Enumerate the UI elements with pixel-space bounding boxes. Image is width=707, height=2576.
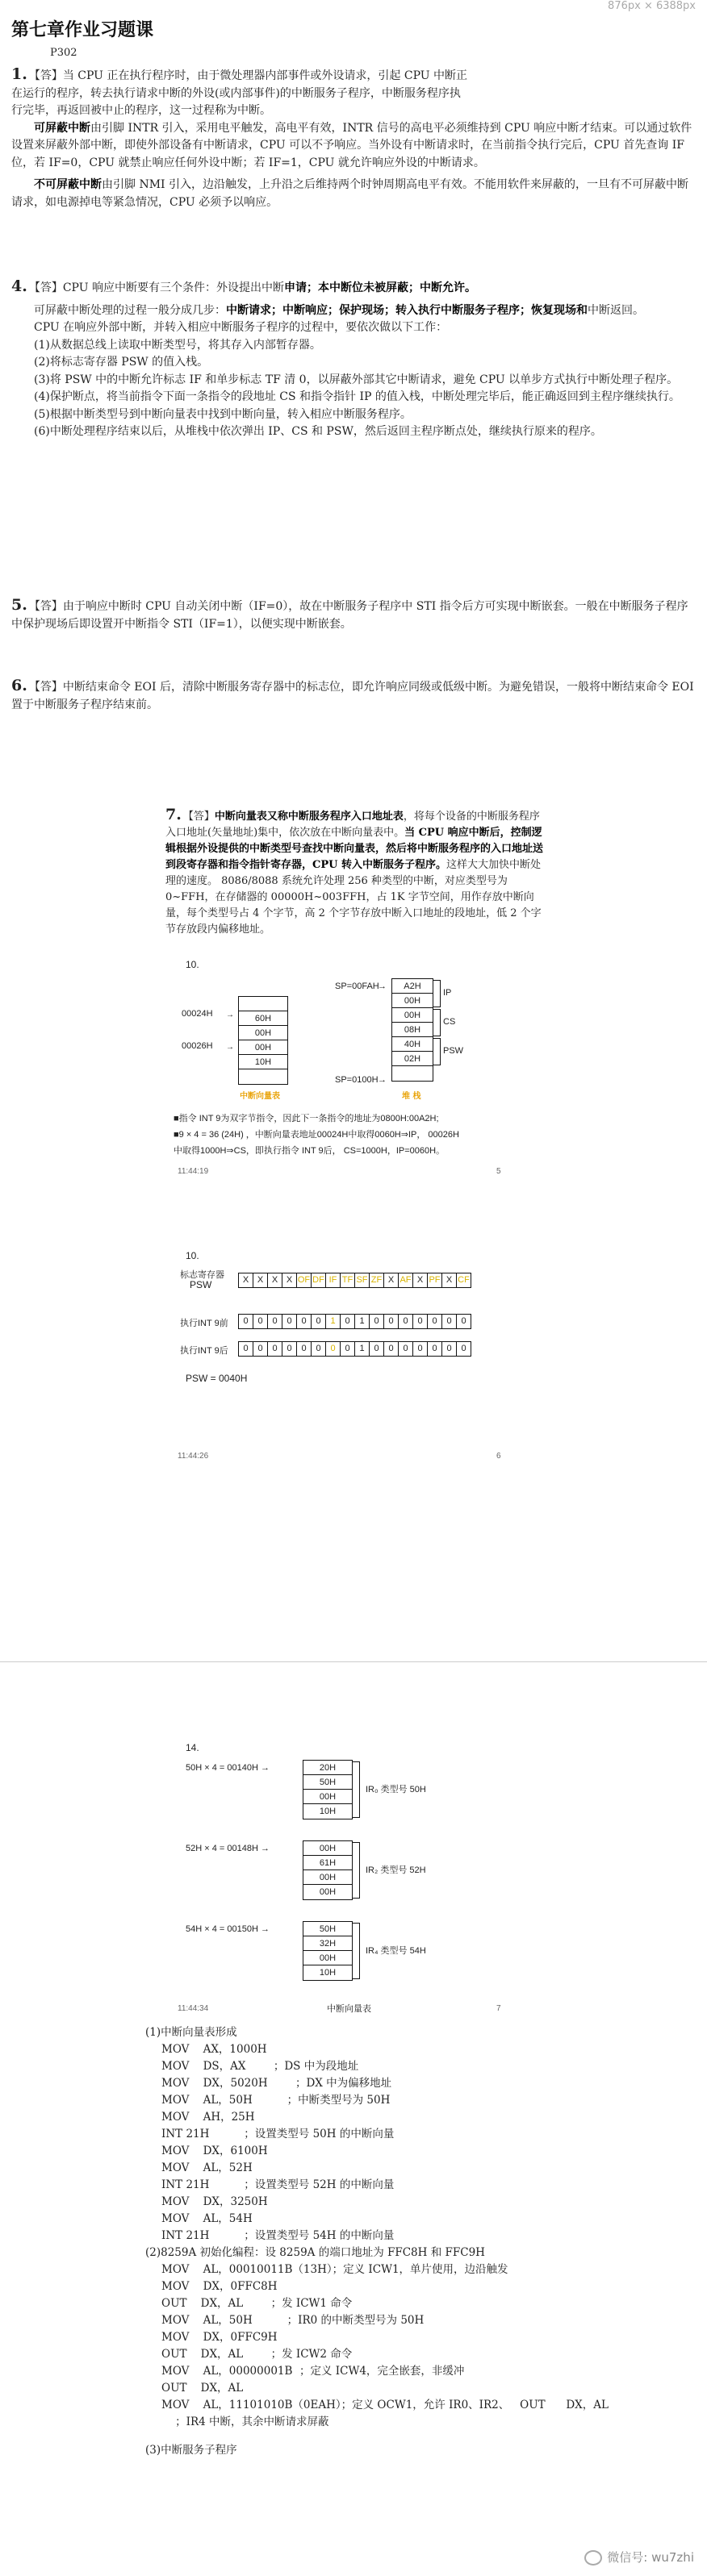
answer-4-work-intro: CPU 在响应外部中断，并转入相应中断服务子程序的过程中，要依次做以下工作： <box>34 321 448 334</box>
slide-psw-bits <box>174 1250 553 1468</box>
sp-bottom-label: SP=0100H <box>335 1075 379 1085</box>
answer-4-step: (6)中断处理程序结束以后，从堆栈中依次弹出 IP、CS 和 PSW，然后返回主程序断点处，继续执行原来的程序。 <box>34 425 602 438</box>
answer-1-line-2: 在运行的程序，转去执行请求中断的外设(或内部事件)的中断服务子程序，中断服务程序执 <box>11 86 461 100</box>
bit-cell: ZF <box>369 1273 384 1288</box>
stack-cell: 40H <box>391 1036 433 1052</box>
stack-cell-empty <box>391 1065 433 1082</box>
bit-cell: 0 <box>340 1341 355 1357</box>
watermark-text: 微信号: wu7zhi <box>607 2550 694 2565</box>
answer-4-steps-bold: 中断请求；中断响应；保护现场；转入执行中断服务子程序；恢复现场和 <box>226 303 588 317</box>
code-line: MOV AL，11101010B（0EAH）；定义 OCW1，允许 IR0、IR2、 OUT DX，AL <box>161 2399 609 2411</box>
answer-1-line-1: 【答】当 CPU 正在执行程序时，由于微处理器内部事件或外设请求，引起 CPU 中断正 <box>28 69 468 82</box>
bit-cell: DF <box>311 1273 326 1288</box>
bit-cell: 0 <box>296 1314 312 1329</box>
bit-cell: 0 <box>267 1341 282 1357</box>
slide-page-number: 6 <box>496 1452 501 1461</box>
bit-cell: 0 <box>412 1314 428 1329</box>
bit-cell: 0 <box>441 1314 457 1329</box>
code-heading: (3)中断服务子程序 <box>145 2444 237 2457</box>
bit-cell: 0 <box>267 1314 282 1329</box>
bit-cell: 0 <box>369 1314 384 1329</box>
bit-cell: TF <box>340 1273 355 1288</box>
question-number: 5. <box>11 596 27 614</box>
bit-cell: X <box>238 1273 253 1288</box>
answer-4 <box>11 278 697 441</box>
code-line: MOV DX，6100H <box>161 2145 268 2157</box>
answer-7-lead: 【答】 <box>182 811 215 823</box>
bit-cell: X <box>267 1273 282 1288</box>
answer-4-lead: 【答】CPU 响应中断要有三个条件：外设提出中断 <box>28 281 284 294</box>
vector-cell: 60H <box>238 1011 288 1027</box>
nmi-term: 不可屏蔽中断 <box>34 178 102 191</box>
answer-7-bold-1: 中断向量表又称中断服务程序入口地址表 <box>214 811 404 823</box>
code-line: MOV AL，00000001B ；定义 ICW4，完全嵌套，非缓冲 <box>161 2365 465 2378</box>
page-reference: P302 <box>50 47 77 59</box>
vector-cell: 00H <box>303 1950 353 1966</box>
answer-4-step: (2)将标志寄存器 PSW 的值入栈。 <box>34 356 209 369</box>
slide-timestamp: 11:44:26 <box>178 1452 209 1461</box>
cs-bracket <box>433 1009 441 1036</box>
answer-1 <box>11 66 697 211</box>
bit-cell: X <box>253 1273 268 1288</box>
answer-7-bold-2: 当 CPU 响应中断后，控制逻辑根据外设提供的中断类型号查找中断向量表，然后将中断服务程序的入口地址送到段寄存器和指令指针寄存器，CPU 转入中断服务子程序。 <box>165 827 544 871</box>
irq-type-label: IR₂ 类型号 52H <box>366 1865 426 1875</box>
arrow-right-icon: → <box>378 1075 387 1085</box>
group-bracket <box>353 1923 360 1979</box>
arrow-right-icon: → <box>226 1043 234 1052</box>
bit-cell: X <box>412 1273 428 1288</box>
answer-4-step: (1)从数据总线上读取中断类型号，将其存入内部暂存器。 <box>34 338 321 352</box>
bit-cell: X <box>441 1273 457 1288</box>
irq-type-label: IR₀ 类型号 50H <box>366 1785 426 1794</box>
question-number: 1. <box>11 65 27 83</box>
code-line: MOV AL，00010011B（13H）；定义 ICW1，单片使用，边沿触发 <box>161 2263 508 2276</box>
wechat-watermark <box>584 2549 694 2566</box>
before-bits-row <box>238 1314 471 1329</box>
code-heading: (1)中断向量表形成 <box>145 2026 237 2039</box>
bit-cell: 1 <box>354 1341 370 1357</box>
bit-cell: 0 <box>383 1341 399 1357</box>
cs-label: CS <box>443 1017 456 1027</box>
slide-number: 10. <box>186 959 199 970</box>
flag-register-label: 标志寄存器 <box>180 1270 224 1280</box>
bit-cell: CF <box>456 1273 471 1288</box>
code-line: INT 21H ；设置类型号 54H 的中断向量 <box>161 2229 395 2242</box>
maskable-interrupt-text: 由引脚 INTR 引入，采用电平触发，高电平有效，INTR 信号的高电平必须维持到 CPU 响应中断才结束。可以通过软件设置来屏蔽外部中断，即使外部设备有中断请求，CPU 可以不予响应。当外设有中断请求时，在当前指令执行完后，CPU 首先查询 IF 位，若 IF=0，CPU 就禁止响应任何外设中断；若 IF=1，CPU 就允许响应外设的中断请求。 <box>11 121 692 169</box>
code-line: MOV AX，1000H <box>161 2043 267 2056</box>
irq-type-label: IR₄ 类型号 54H <box>366 1946 426 1956</box>
bit-cell: SF <box>354 1273 370 1288</box>
bit-cell: 1 <box>325 1314 341 1329</box>
code-line: MOV DX，5020H ；DX 中为偏移地址 <box>161 2077 392 2090</box>
slide-page-number: 7 <box>496 2004 501 2013</box>
answer-4-step: (3)将 PSW 中的中断允许标志 IF 和单步标志 TF 清 0，以屏蔽外部其它中断请求，避免 CPU 以单步方式执行中断处理子程序。 <box>34 373 679 386</box>
maskable-interrupt-term: 可屏蔽中断 <box>34 121 90 135</box>
vector-cell: 61H <box>303 1855 353 1871</box>
bit-cell: X <box>383 1273 399 1288</box>
bit-cell: 0 <box>427 1341 442 1357</box>
vector-cell: 00H <box>303 1869 353 1886</box>
flag-register-sublabel: PSW <box>190 1279 212 1290</box>
answer-4-steps-tail: 中断返回。 <box>588 303 644 317</box>
bit-cell: PF <box>427 1273 442 1288</box>
nmi-text: 由引脚 NMI 引入，边沿触发，上升沿之后维持两个时钟周期高电平有效。不能用软件来屏蔽的，一旦有不可屏蔽中断请求，如电源掉电等紧急情况，CPU 必须予以响应。 <box>11 178 689 209</box>
code-line: INT 21H ；设置类型号 50H 的中断向量 <box>161 2128 395 2140</box>
flag-bits-row <box>238 1273 471 1288</box>
bit-cell: 0 <box>311 1314 326 1329</box>
bit-cell: 0 <box>296 1341 312 1357</box>
bit-cell: 0 <box>383 1314 399 1329</box>
bit-cell: 0 <box>311 1341 326 1357</box>
vector-cell: 50H <box>303 1774 353 1790</box>
bit-cell: 0 <box>398 1341 413 1357</box>
bit-cell: 0 <box>238 1314 253 1329</box>
answer-5 <box>11 597 697 633</box>
stack-cell: 08H <box>391 1022 433 1038</box>
question-number: 4. <box>11 277 27 295</box>
slide-number: 14. <box>186 1742 199 1753</box>
bit-cell: 0 <box>398 1314 413 1329</box>
answer-5-text: 【答】由于响应中断时 CPU 自动关闭中断（IF=0），故在中断服务子程序中 STI 指令后方可实现中断嵌套。一般在中断服务子程序中保护现场后即设置开中断指令 STI（IF=1），以便实现中断嵌套。 <box>11 600 688 631</box>
answer-4-step: (5)根据中断类型号到中断向量表中找到中断向量，转入相应中断服务程序。 <box>34 407 412 421</box>
vector-cell: 10H <box>303 1803 353 1819</box>
code-line: MOV AL，50H ；中断类型号为 50H <box>161 2094 391 2107</box>
vector-cell: 00H <box>238 1040 288 1056</box>
answer-4-step: (4)保护断点，将当前指令下面一条指令的段地址 CS 和指令指针 IP 的值入栈，中断处理完毕后，能正确返回到主程序继续执行。 <box>34 390 680 403</box>
bit-cell: 1 <box>354 1314 370 1329</box>
page-title: 第七章作业习题课 <box>11 19 154 40</box>
code-line: MOV AL，50H ；IR0 的中断类型号为 50H <box>161 2314 425 2327</box>
answer-1-line-3: 行完毕，再返回被中止的程序，这一过程称为中断。 <box>11 104 271 117</box>
vector-cell: 00H <box>238 1025 288 1041</box>
slide-vector-table <box>174 1742 553 2016</box>
psw-bracket <box>433 1038 441 1065</box>
answer-4-steps-intro: 可屏蔽中断处理的过程一般分成几步： <box>34 303 226 317</box>
psw-value: PSW = 0040H <box>186 1373 248 1384</box>
bit-cell: 0 <box>238 1341 253 1357</box>
stack-cell: A2H <box>391 978 433 994</box>
bit-cell: 0 <box>427 1314 442 1329</box>
sp-top-label: SP=00FAH <box>335 982 379 991</box>
slide-timestamp: 11:44:34 <box>178 2004 209 2013</box>
stack-cell: 02H <box>391 1051 433 1067</box>
code-section <box>145 2024 694 2459</box>
code-line: MOV DX，3250H <box>161 2195 268 2208</box>
answer-7-text-2: 这样大大加快中断处理的速度。 8086/8088 系统允许处理 256 种类型的中断，对应类型号为 0~FFH，在存储器的 00000H~003FFH，占 1K 字节空间，用作存放中断向量，每个类型号占 4 个字节，高 2 个字节存放中断入口地址的段地址，低 2 个字节存放段内偏移地址。 <box>165 859 542 936</box>
slide-note: 中取得1000H⇒CS，即执行指令 INT 9后， CS=1000H，IP=0060H。 <box>174 1146 446 1156</box>
slide-note: ■9 × 4 = 36 (24H) ，中断向量表地址00024H中取得0060H⇒IP， 00026H <box>174 1130 459 1140</box>
bit-cell: IF <box>325 1273 341 1288</box>
question-number: 6. <box>11 677 27 694</box>
stack-cell: 00H <box>391 993 433 1009</box>
code-block-8259 <box>161 2261 694 2431</box>
code-line: MOV AH，25H <box>161 2111 255 2124</box>
slide-page-number: 5 <box>496 1167 501 1176</box>
after-bits-row <box>238 1341 471 1357</box>
answer-6 <box>11 677 697 714</box>
vector-cell: 20H <box>303 1760 353 1776</box>
bit-cell: OF <box>296 1273 312 1288</box>
section-divider <box>0 1661 707 1662</box>
vector-cell <box>238 996 288 1012</box>
code-line: OUT DX，AL ；发 ICW2 命令 <box>161 2348 353 2361</box>
code-line: MOV DX，0FFC9H <box>161 2331 278 2344</box>
bit-cell: 0 <box>340 1314 355 1329</box>
address-label: 00024H <box>182 1009 213 1019</box>
bit-cell: 0 <box>441 1341 457 1357</box>
answer-7 <box>165 807 545 938</box>
code-heading: (2)8259A 初始化编程：设 8259A 的端口地址为 FFC8H 和 FFC9H <box>145 2246 485 2259</box>
vector-address: 50H × 4 = 00140H → <box>186 1763 270 1773</box>
before-int-label: 执行INT 9前 <box>180 1319 228 1328</box>
wechat-icon <box>584 2550 602 2566</box>
code-line: MOV AL，54H <box>161 2212 253 2225</box>
after-int-label: 执行INT 9后 <box>180 1346 228 1356</box>
address-label: 00026H <box>182 1041 213 1051</box>
image-dimensions-label: 876px × 6388px <box>608 0 696 12</box>
question-number: 7. <box>165 806 182 823</box>
bit-cell: AF <box>398 1273 413 1288</box>
vector-address: 52H × 4 = 00148H → <box>186 1844 270 1853</box>
slide-timestamp: 11:44:19 <box>178 1167 209 1176</box>
slide-interrupt-stack <box>174 956 553 1198</box>
vector-address: 54H × 4 = 00150H → <box>186 1924 270 1934</box>
code-line: MOV DS，AX ；DS 中为段地址 <box>161 2060 359 2073</box>
vector-table-caption: 中断向量表 <box>240 1092 280 1101</box>
vector-cell: 10H <box>303 1965 353 1981</box>
code-block-vectors <box>161 2041 694 2245</box>
arrow-right-icon: → <box>378 982 387 991</box>
psw-label: PSW <box>443 1046 464 1056</box>
vector-table-caption: 中断向量表 <box>327 2004 371 2014</box>
bit-cell: 0 <box>325 1341 341 1357</box>
vector-cell: 00H <box>303 1884 353 1900</box>
group-bracket <box>353 1842 360 1899</box>
code-line: OUT DX，AL <box>161 2382 244 2395</box>
code-line: INT 21H ；设置类型号 52H 的中断向量 <box>161 2178 395 2191</box>
vector-cell: 50H <box>303 1921 353 1937</box>
bit-cell: 0 <box>282 1314 297 1329</box>
slide-number: 10. <box>186 1250 199 1261</box>
bit-cell: 0 <box>253 1341 268 1357</box>
bit-cell: 0 <box>456 1314 471 1329</box>
slide-note: ■指令 INT 9为双字节指令，因此下一条指令的地址为0800H:00A2H; <box>174 1114 439 1123</box>
bit-cell: 0 <box>456 1341 471 1357</box>
ip-bracket <box>433 980 441 1007</box>
vector-cell: 32H <box>303 1936 353 1952</box>
bit-cell: 0 <box>369 1341 384 1357</box>
answer-4-conditions: 申请；本中断位未被屏蔽；中断允许。 <box>283 281 476 294</box>
vector-cell <box>238 1069 288 1085</box>
code-line: MOV AL，52H <box>161 2161 253 2174</box>
ip-label: IP <box>443 988 452 998</box>
vector-cell: 00H <box>303 1840 353 1857</box>
answer-7-text-1: ，将每个设备的中断服务程序入口地址(矢量地址)集中，依次放在中断向量表中。 <box>165 811 540 839</box>
bit-cell: X <box>282 1273 297 1288</box>
bit-cell: 0 <box>282 1341 297 1357</box>
vector-cell: 00H <box>303 1789 353 1805</box>
answer-6-text: 【答】中断结束命令 EOI 后，清除中断服务寄存器中的标志位，即允许响应同级或低级中断。为避免错误，一般将中断结束命令 EOI 置于中断服务子程序结束前。 <box>11 681 694 711</box>
stack-caption: 堆 栈 <box>402 1092 421 1101</box>
code-line: MOV DX，0FFC8H <box>161 2280 278 2293</box>
code-line: OUT DX，AL ；发 ICW1 命令 <box>161 2297 353 2310</box>
bit-cell: 0 <box>412 1341 428 1357</box>
code-line: ；IR4 中断，其余中断请求屏蔽 <box>161 2416 329 2428</box>
vector-cell: 10H <box>238 1054 288 1070</box>
arrow-right-icon: → <box>226 1011 234 1019</box>
bit-cell: 0 <box>253 1314 268 1329</box>
group-bracket <box>353 1761 360 1818</box>
stack-cell: 00H <box>391 1007 433 1023</box>
